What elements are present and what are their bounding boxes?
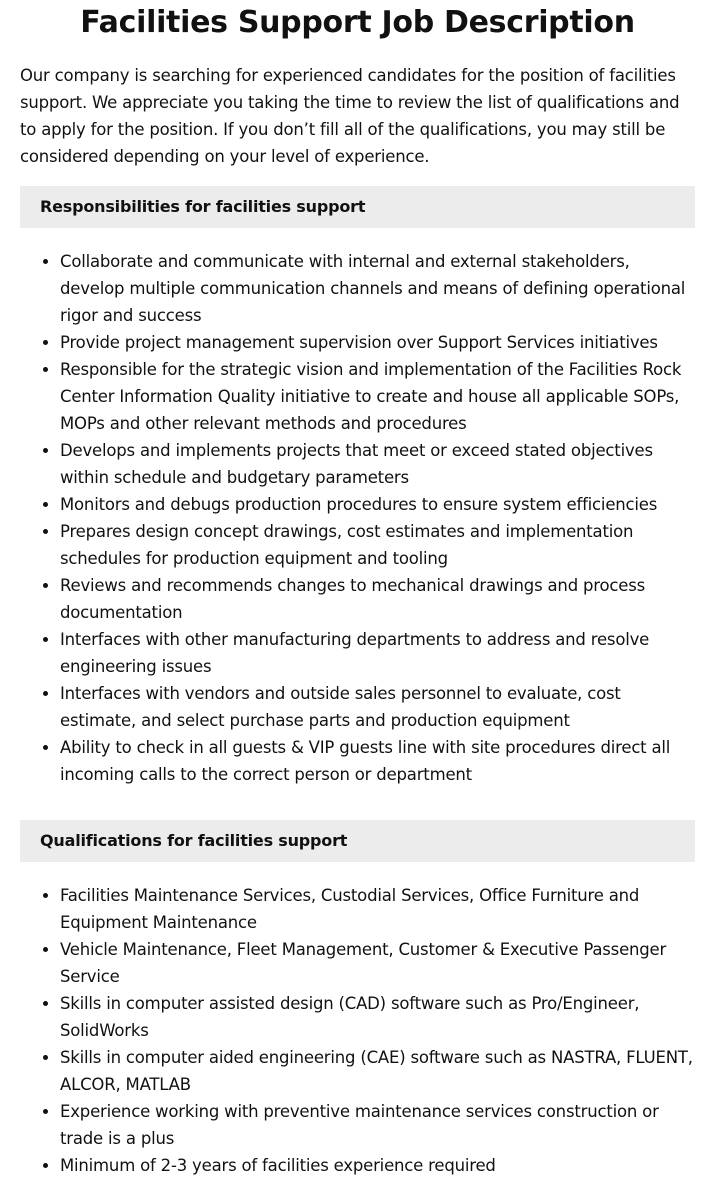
- intro-paragraph: Our company is searching for experienced candidates for the position of facilities support. We appreciate you taking the time to review the list of qualifications and to apply for the position. If you don’t fill all of the qualifications, you may still be considered depending on your level of experience.: [20, 66, 680, 166]
- list-item: • Ability to check in all guests & VIP guests line with site procedures direct all incoming calls to the correct person or department: [60, 734, 695, 788]
- list-item: • Interfaces with other manufacturing departments to address and resolve engineering issues: [60, 626, 695, 680]
- list-item: • Experience working with preventive maintenance services construction or trade is a plus: [60, 1098, 695, 1152]
- page-title: Facilities Support Job Description: [80, 5, 635, 40]
- list-item: • Interfaces with vendors and outside sales personnel to evaluate, cost estimate, and select purchase parts and production equipment: [60, 680, 695, 734]
- qualifications-list: [20, 882, 695, 1179]
- list-item: • Provide project management supervision over Support Services initiatives: [60, 329, 695, 356]
- list-item: • Minimum of 2-3 years of facilities experience required: [60, 1152, 695, 1179]
- list-item: • Prepares design concept drawings, cost estimates and implementation schedules for production equipment and tooling: [60, 518, 695, 572]
- responsibilities-heading: Responsibilities for facilities support: [20, 186, 695, 228]
- list-item: • Facilities Maintenance Services, Custodial Services, Office Furniture and Equipment Maintenance: [60, 882, 695, 936]
- qualifications-heading: Qualifications for facilities support: [20, 820, 695, 862]
- list-item: • Collaborate and communicate with internal and external stakeholders, develop multiple communication channels and means of defining operational rigor and success: [60, 248, 695, 329]
- responsibilities-list: [20, 248, 695, 788]
- list-item: • Reviews and recommends changes to mechanical drawings and process documentation: [60, 572, 695, 626]
- list-item: • Skills in computer aided engineering (CAE) software such as NASTRA, FLUENT, ALCOR, MATLAB: [60, 1044, 695, 1098]
- list-item: • Responsible for the strategic vision and implementation of the Facilities Rock Center Information Quality initiative to create and house all applicable SOPs, MOPs and other relevant methods and procedures: [60, 356, 695, 437]
- list-item: • Vehicle Maintenance, Fleet Management, Customer & Executive Passenger Service: [60, 936, 695, 990]
- list-item: • Skills in computer assisted design (CAD) software such as Pro/Engineer, SolidWorks: [60, 990, 695, 1044]
- list-item: • Develops and implements projects that meet or exceed stated objectives within schedule and budgetary parameters: [60, 437, 695, 491]
- list-item: • Monitors and debugs production procedures to ensure system efficiencies: [60, 491, 695, 518]
